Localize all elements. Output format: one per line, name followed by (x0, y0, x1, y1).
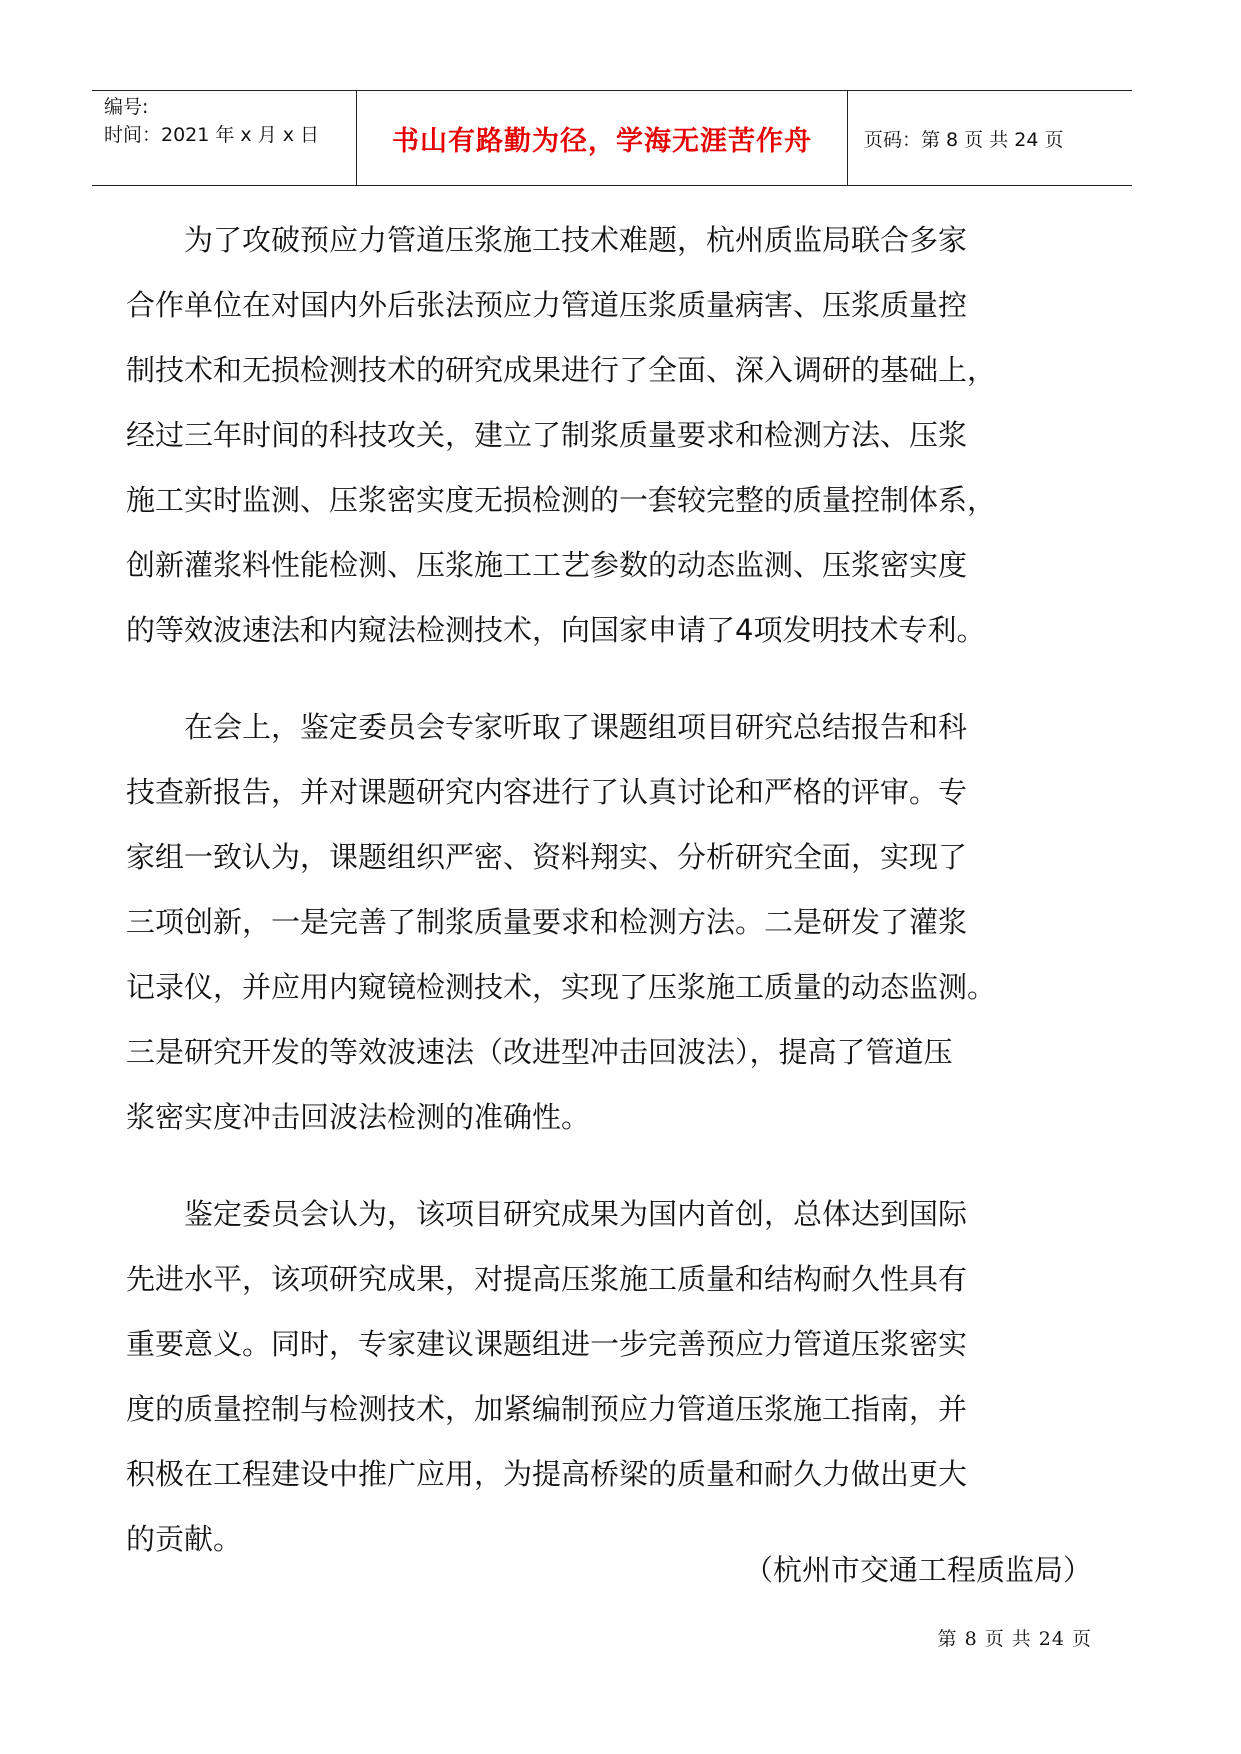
text-line: 先进水平，该项研究成果，对提高压浆施工质量和结构耐久性具有 (126, 1262, 968, 1296)
text-line: 技查新报告，并对课题研究内容进行了认真讨论和严格的评审。专 (126, 775, 968, 809)
text-line: 合作单位在对国内外后张法预应力管道压浆质量病害、压浆质量控 (126, 288, 968, 322)
paragraph-2 (126, 703, 1126, 1158)
motto-text: 书山有路勤为径，学海无涯苦作舟 (392, 125, 812, 157)
signature: （杭州市交通工程质监局） (743, 1553, 1092, 1587)
header-page-info (848, 91, 1132, 185)
text-line: 重要意义。同时，专家建议课题组进一步完善预应力管道压浆密实 (126, 1327, 968, 1361)
number-label: 编号: (104, 96, 149, 118)
text-line: 记录仪，并应用内窥镜检测技术，实现了压浆施工质量的动态监测。 (126, 970, 997, 1004)
text-line: 三项创新，一是完善了制浆质量要求和检测方法。二是研发了灌浆 (126, 905, 968, 939)
header-motto (357, 91, 848, 185)
text-line: 鉴定委员会认为，该项目研究成果为国内首创，总体达到国际 (126, 1197, 968, 1231)
text-line: 家组一致认为，课题组织严密、资料翔实、分析研究全面，实现了 (126, 840, 968, 874)
text-line: 创新灌浆料性能检测、压浆施工工艺参数的动态监测、压浆密实度 (126, 548, 968, 582)
text-line: 为了攻破预应力管道压浆施工技术难题，杭州质监局联合多家 (126, 223, 968, 257)
text-line: 施工实时监测、压浆密实度无损检测的一套较完整的质量控制体系， (126, 483, 997, 517)
page-header (92, 90, 1132, 186)
paragraph-1 (126, 216, 1126, 671)
paragraph-3 (126, 1190, 1126, 1580)
header-meta (92, 91, 357, 185)
text-line: 度的质量控制与检测技术，加紧编制预应力管道压浆施工指南，并 (126, 1392, 968, 1426)
text-line: 在会上，鉴定委员会专家听取了课题组项目研究总结报告和科 (126, 710, 968, 744)
text-line: 的贡献。 (126, 1522, 243, 1556)
text-line: 经过三年时间的科技攻关，建立了制浆质量要求和检测方法、压浆 (126, 418, 968, 452)
text-line: 制技术和无损检测技术的研究成果进行了全面、深入调研的基础上， (126, 353, 997, 387)
text-line: 的等效波速法和内窥法检测技术，向国家申请了4项发明技术专利。 (126, 613, 986, 647)
page-info-text: 页码：第 8 页 共 24 页 (864, 128, 1064, 151)
text-line: 积极在工程建设中推广应用，为提高桥梁的质量和耐久力做出更大 (126, 1457, 968, 1491)
page-footer: 第 8 页 共 24 页 (937, 1628, 1092, 1650)
document-body (126, 216, 1126, 1612)
text-line: 三是研究开发的等效波速法（改进型冲击回波法），提高了管道压 (126, 1035, 953, 1069)
time-label: 时间：2021 年 x 月 x 日 (104, 124, 320, 146)
text-line: 浆密实度冲击回波法检测的准确性。 (126, 1100, 591, 1134)
